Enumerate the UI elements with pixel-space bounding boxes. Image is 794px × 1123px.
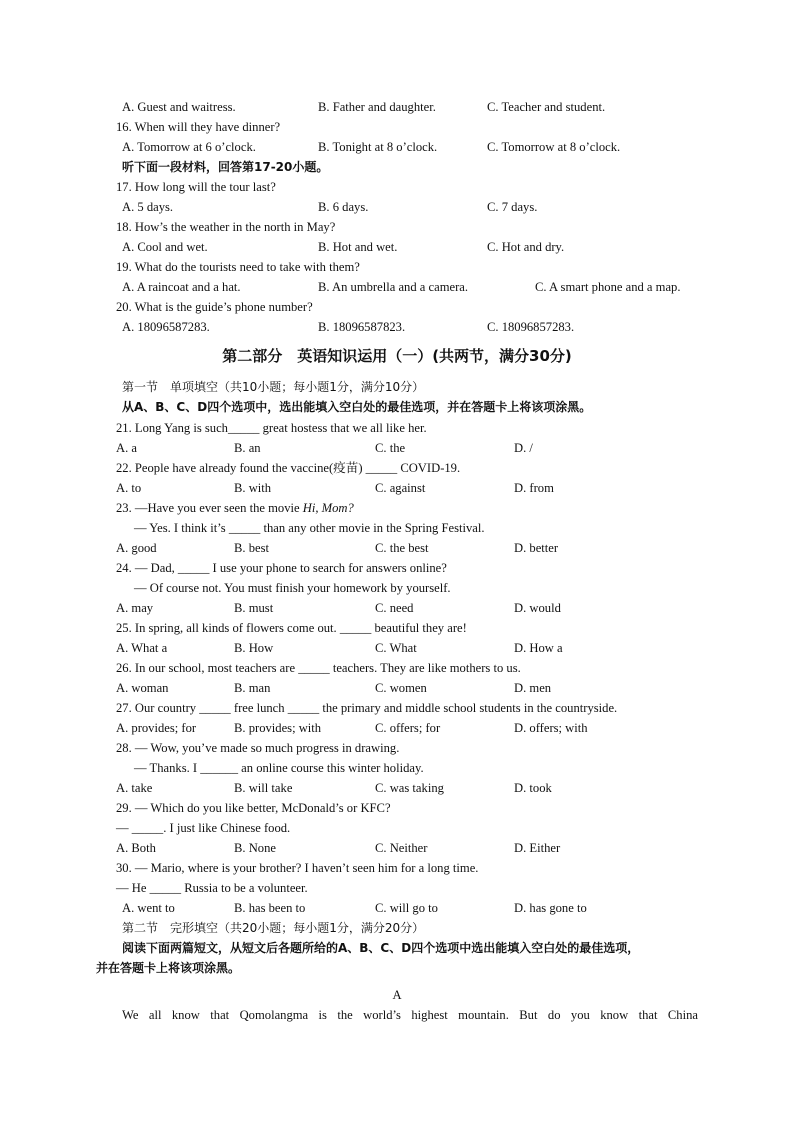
q15-option-b: B. Father and daughter. — [318, 100, 436, 114]
q24-option-b: B. must — [234, 601, 274, 615]
q18-stem: 18. How’s the weather in the north in May? — [116, 220, 336, 234]
q19-stem: 19. What do the tourists need to take with them? — [116, 260, 360, 274]
q29-option-b: B. None — [234, 841, 276, 855]
q29-option-d: D. Either — [514, 841, 561, 855]
q20-option-c: C. 18096857283. — [487, 320, 575, 334]
q23-option-b: B. best — [234, 541, 269, 555]
q29-option-a: A. Both — [116, 841, 156, 855]
q20-option-b: B. 18096587823. — [318, 320, 406, 334]
q26-stem: 26. In our school, most teachers are _____ teachers. They are like mothers to us. — [116, 661, 521, 675]
q26-option-b: B. man — [234, 681, 271, 695]
q22-option-c: C. against — [375, 481, 426, 495]
q17-stem: 17. How long will the tour last? — [116, 180, 276, 194]
q24-option-a: A. may — [116, 601, 154, 615]
q28-stem: 28. — Wow, you’ve made so much progress in drawing. — [116, 741, 400, 755]
q24-option-d: D. would — [514, 601, 561, 615]
q17-option-c: C. 7 days. — [487, 200, 538, 214]
q28-option-b: B. will take — [234, 781, 293, 795]
q30-option-b: B. has been to — [234, 901, 306, 915]
q27-stem: 27. Our country _____ free lunch _____ the primary and middle school students in the countryside. — [116, 701, 618, 715]
q25-option-d: D. How a — [514, 641, 563, 655]
q18-option-c: C. Hot and dry. — [487, 240, 565, 254]
q23-option-d: D. better — [514, 541, 559, 555]
q24-reply: — Of course not. You must finish your homework by yourself. — [134, 581, 451, 595]
q15-option-a: A. Guest and waitress. — [122, 100, 236, 114]
q20-option-a: A. 18096587283. — [122, 320, 210, 334]
q30-stem: 30. — Mario, where is your brother? I haven’t seen him for a long time. — [116, 861, 479, 875]
q26-option-c: C. women — [375, 681, 427, 695]
listen-instruction: 听下面一段材料，回答第17-20小题。 — [122, 160, 329, 174]
q19-option-a: A. A raincoat and a hat. — [122, 280, 241, 294]
section1-instruction: 从A、B、C、D四个选项中，选出能填入空白处的最佳选项，并在答题卡上将该项涂黑。 — [122, 400, 592, 414]
q27-option-a: A. provides; for — [116, 721, 197, 735]
q16-option-a: A. Tomorrow at 6 o’clock. — [122, 140, 256, 154]
q21-stem: 21. Long Yang is such_____ great hostess that we all like her. — [116, 421, 427, 435]
section1-title: 第一节 单项填空（共10小题；每小题1分，满分10分） — [122, 380, 425, 394]
q15-option-c: C. Teacher and student. — [487, 100, 606, 114]
q19-option-b: B. An umbrella and a camera. — [318, 280, 469, 294]
q23-option-a: A. good — [116, 541, 157, 555]
q16-option-c: C. Tomorrow at 8 o’clock. — [487, 140, 621, 154]
q25-option-b: B. How — [234, 641, 274, 655]
q22-stem: 22. People have already found the vaccine(疫苗) _____ COVID-19. — [116, 461, 461, 475]
q26-option-d: D. men — [514, 681, 552, 695]
q23-stem-text: 23. —Have you ever seen the movie — [116, 501, 303, 515]
q28-reply: — Thanks. I ______ an online course this winter holiday. — [134, 761, 424, 775]
q18-option-b: B. Hot and wet. — [318, 240, 398, 254]
q23-movie-title: Hi, Mom? — [302, 501, 354, 515]
q16-option-b: B. Tonight at 8 o’clock. — [318, 140, 438, 154]
q20-stem: 20. What is the guide’s phone number? — [116, 300, 313, 314]
q30-option-a: A. went to — [122, 901, 175, 915]
q24-stem: 24. — Dad, _____ I use your phone to search for answers online? — [116, 561, 447, 575]
q23-stem — [116, 500, 354, 516]
q30-reply: — He _____ Russia to be a volunteer. — [116, 881, 308, 895]
q16-stem: 16. When will they have dinner? — [116, 120, 281, 134]
q27-option-d: D. offers; with — [514, 721, 588, 735]
passage-first-line: We all know that Qomolangma is the world’s highest mountain. But do you know that China — [122, 1008, 698, 1022]
q30-option-d: D. has gone to — [514, 901, 587, 915]
part2-heading: 第二部分 英语知识运用（一）(共两节，满分30分) — [222, 347, 572, 365]
q22-option-a: A. to — [116, 481, 142, 495]
q28-option-c: C. was taking — [375, 781, 444, 795]
q21-option-d: D. / — [514, 441, 533, 455]
q29-stem: 29. — Which do you like better, McDonald’s or KFC? — [116, 801, 391, 815]
q28-option-d: D. took — [514, 781, 552, 795]
q22-option-d: D. from — [514, 481, 554, 495]
q28-option-a: A. take — [116, 781, 153, 795]
q26-option-a: A. woman — [116, 681, 169, 695]
q21-option-c: C. the — [375, 441, 406, 455]
q27-option-c: C. offers; for — [375, 721, 441, 735]
q29-reply: — _____. I just like Chinese food. — [116, 821, 291, 835]
q22-option-b: B. with — [234, 481, 272, 495]
q25-stem: 25. In spring, all kinds of flowers come out. _____ beautiful they are! — [116, 621, 467, 635]
q19-option-c: C. A smart phone and a map. — [535, 280, 681, 294]
q18-option-a: A. Cool and wet. — [122, 240, 208, 254]
q17-option-a: A. 5 days. — [122, 200, 174, 214]
q21-option-a: A. a — [116, 441, 137, 455]
q23-reply: — Yes. I think it’s _____ than any other movie in the Spring Festival. — [134, 521, 485, 535]
q24-option-c: C. need — [375, 601, 414, 615]
q17-option-b: B. 6 days. — [318, 200, 369, 214]
q29-option-c: C. Neither — [375, 841, 428, 855]
passage-label: A — [392, 988, 402, 1002]
q25-option-c: C. What — [375, 641, 417, 655]
q27-option-b: B. provides; with — [234, 721, 322, 735]
section2-instruction-line1: 阅读下面两篇短文，从短文后各题所给的A、B、C、D四个选项中选出能填入空白处的最佳选项， — [122, 941, 640, 955]
q30-option-c: C. will go to — [375, 901, 438, 915]
section2-instruction-line2: 并在答题卡上将该项涂黑。 — [96, 961, 241, 975]
q23-option-c: C. the best — [375, 541, 429, 555]
section2-title: 第二节 完形填空（共20小题；每小题1分，满分20分） — [122, 921, 425, 935]
q21-option-b: B. an — [234, 441, 261, 455]
q25-option-a: A. What a — [116, 641, 168, 655]
